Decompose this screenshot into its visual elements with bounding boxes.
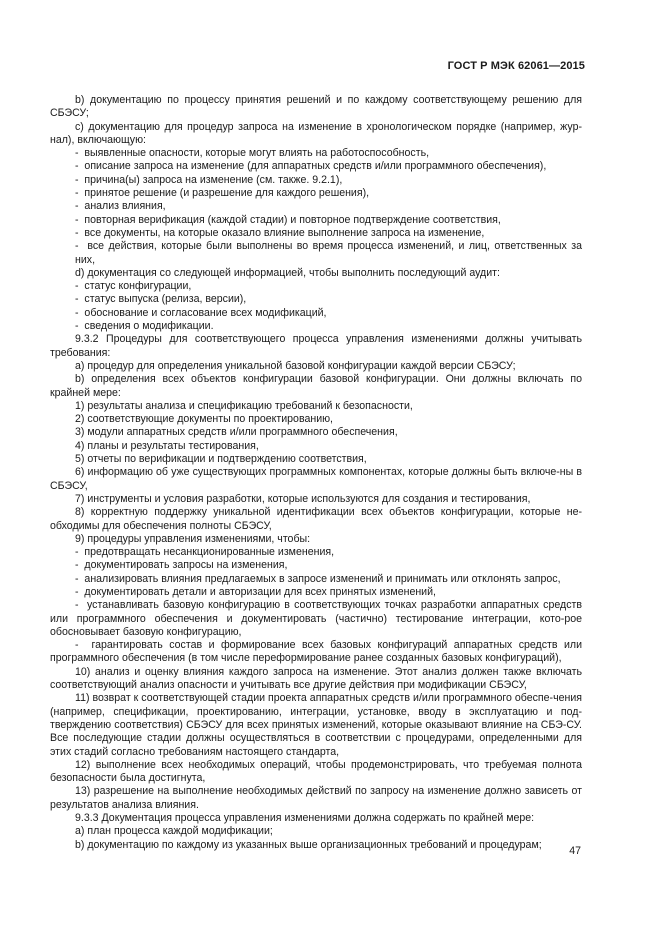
paragraph: 12) выполнение всех необходимых операций, чтобы продемонстрировать, что требуемая полнота безопасности была достигнута, <box>50 758 582 785</box>
list-item: - описание запроса на изменение (для аппаратных средств и/или программного обеспечения), <box>50 160 582 173</box>
document-header: ГОСТ Р МЭК 62061—2015 <box>447 60 585 72</box>
list-item: - причина(ы) запроса на изменение (см. также. 9.2.1), <box>50 174 582 187</box>
paragraph: 10) анализ и оценку влияния каждого запроса на изменение. Этот анализ должен также включать соответствующий анализ опасности и учитывать все другие действия при модификации СБЭСУ, <box>50 665 582 692</box>
list-item: - принятое решение (и разрешение для каждого решения), <box>50 187 582 200</box>
list-item: - гарантировать состав и формирование всех базовых конфигураций аппаратных средств или программного обеспечения (в том числе переформирование ранее созданных базовых конфигураций), <box>50 639 582 666</box>
paragraph: 5) отчеты по верификации и подтверждению соответствия, <box>75 453 367 466</box>
list-item: - анализировать влияния предлагаемых в запросе изменений и принимать или отклонять запрос, <box>50 573 582 586</box>
list-item: - документировать запросы на изменения, <box>50 559 582 572</box>
paragraph: c) документацию для процедур запроса на изменение в хронологическом порядке (например, жур-нал), включающую: <box>50 120 582 146</box>
paragraph: a) план процесса каждой модификации; <box>75 825 273 838</box>
paragraph: 3) модули аппаратных средств и/или программного обеспечения, <box>75 426 398 439</box>
list-item: - обоснование и согласование всех модификаций, <box>50 307 582 320</box>
paragraph: 9.3.3 Документация процесса управления изменениями должна содержать по крайней мере: <box>75 812 535 825</box>
paragraph: d) документация со следующей информацией, чтобы выполнить последующий аудит: <box>75 266 500 279</box>
list-item: - все документы, на которые оказало влияние выполнение запроса на изменение, <box>50 227 582 240</box>
list-item: - сведения о модификации. <box>50 320 582 333</box>
page-number: 47 <box>569 845 581 857</box>
paragraph: b) документацию по каждому из указанных выше организационных требований и процедурам; <box>75 838 542 851</box>
paragraph: a) процедур для определения уникальной базовой конфигурации каждой версии СБЭСУ; <box>75 359 516 372</box>
list-item: - статус конфигурации, <box>50 280 582 293</box>
list-item: - повторная верификация (каждой стадии) и повторное подтверждение соответствия, <box>50 214 582 227</box>
paragraph: 9.3.2 Процедуры для соответствующего процесса управления изменениями должны учитывать требования: <box>50 333 582 359</box>
paragraph: 13) разрешение на выполнение необходимых действий по запросу на изменение должно зависеть от результатов анализа влияния. <box>50 785 582 811</box>
list-item: - все действия, которые были выполнены во время процесса изменений, и лиц, ответственных за них, <box>50 240 582 267</box>
list-item: - предотвращать несанкционированные изменения, <box>50 546 582 559</box>
paragraph: b) документацию по процессу принятия решений и по каждому соответствующему решению для СБЭСУ; <box>50 94 582 120</box>
paragraph: 4) планы и результаты тестирования, <box>75 439 259 452</box>
list-item: - устанавливать базовую конфигурацию в соответствующих точках разработки аппаратных средств или программного обеспечения и документировать (частично) тестирование интеграции, кото-рое обосновывает базовую конфигурацию, <box>50 599 582 639</box>
document-body <box>50 94 582 852</box>
paragraph: 1) результаты анализа и спецификацию требований к безопасности, <box>75 399 413 412</box>
paragraph: 6) информацию об уже существующих программных компонентах, которые должны быть включе-ны в СБЭСУ, <box>50 466 582 492</box>
paragraph: 9) процедуры управления изменениями, чтобы: <box>75 532 311 545</box>
paragraph: 2) соответствующие документы по проектированию, <box>75 413 334 426</box>
paragraph: 7) инструменты и условия разработки, которые используются для создания и тестирования, <box>75 492 531 505</box>
list-item: - документировать детали и авторизации для всех принятых изменений, <box>50 586 582 599</box>
list-item: - выявленные опасности, которые могут влиять на работоспособность, <box>50 147 582 160</box>
paragraph: 11) возврат к соответствующей стадии проекта аппаратных средств и/или программного обеспе-чения (например, спецификации, проектированию, интеграции, установке, вводу в эксплуатацию и под-тверждению соответствия) СБЭСУ для всех принятых изменений, которые оказывают влияние на СБЭ-СУ. Все последующие стадии должны осуществляться в соответствии с процедурами, определенными для этих стадий согласно требованиям настоящего стандарта, <box>50 692 582 758</box>
paragraph: 8) корректную поддержку уникальной идентификации всех объектов конфигурации, которые не-обходимы для обеспечения полноты СБЭСУ, <box>50 506 582 532</box>
list-item: - анализ влияния, <box>50 200 582 213</box>
paragraph: b) определения всех объектов конфигурации базовой конфигурации. Они должны включать по крайней мере: <box>50 373 582 399</box>
list-item: - статус выпуска (релиза, версии), <box>50 293 582 306</box>
